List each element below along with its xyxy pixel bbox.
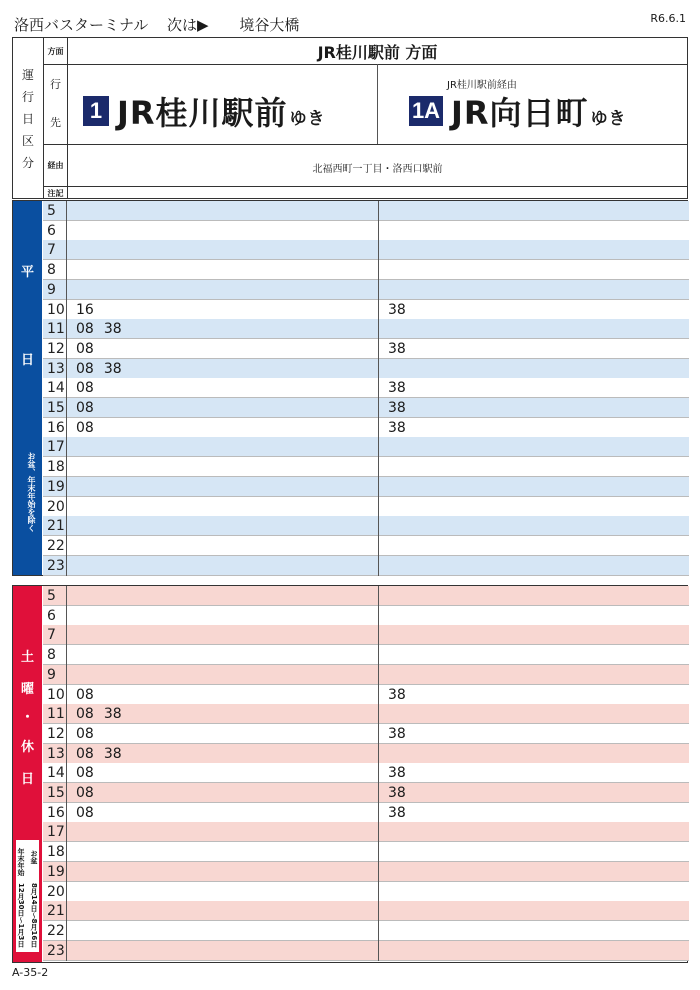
hour-label: 7 [43, 625, 67, 645]
hour-label: 18 [43, 457, 67, 477]
departures-route-1a [378, 862, 689, 882]
hour-label: 9 [43, 280, 67, 300]
departure-minute: 38 [103, 360, 122, 377]
departures-route-1a [378, 882, 689, 902]
holiday-label-1: 土 [20, 650, 34, 665]
hour-row [43, 497, 689, 517]
departures-route-1a [378, 437, 689, 457]
departures-route-1a [378, 606, 689, 626]
hour-row [43, 704, 689, 724]
departures-route-1 [68, 803, 378, 823]
departures-route-1a [378, 941, 689, 961]
hour-row [43, 359, 689, 379]
departures-route-1 [68, 882, 378, 902]
divider [377, 64, 378, 144]
departure-minute: 08 [76, 340, 94, 357]
departure-minute: 08 [76, 725, 94, 742]
departures-route-1 [68, 744, 378, 764]
next-label: 次は▶ [167, 16, 209, 34]
hour-label: 11 [43, 319, 67, 339]
departure-minute: 08 [76, 765, 94, 782]
departure-minute: 38 [388, 419, 406, 436]
departures-route-1 [68, 556, 378, 576]
holiday-label-5: 日 [20, 772, 34, 787]
hour-row [43, 477, 689, 497]
hour-row [43, 665, 689, 685]
hour-label: 20 [43, 497, 67, 517]
departure-minute: 08 [76, 360, 94, 377]
hour-row [43, 221, 689, 241]
hour-row [43, 418, 689, 438]
departures-route-1 [68, 516, 378, 536]
departures-route-1 [68, 763, 378, 783]
hour-row [43, 319, 689, 339]
weekday-label-2: 日 [20, 353, 34, 368]
hour-row [43, 536, 689, 556]
document-code: A-35-2 [12, 966, 49, 979]
holiday-label-2: 曜 [20, 682, 34, 697]
hour-label: 23 [43, 556, 67, 576]
hour-row [43, 822, 689, 842]
stop-header [14, 14, 299, 35]
weekday-note: お盆、年末年始を除く [27, 452, 36, 532]
departure-minute: 08 [76, 321, 94, 338]
weekday-label-1: 平 [20, 265, 34, 280]
destination-2-note: JR桂川駅前経由 [447, 80, 517, 91]
holiday-label-3: ・ [20, 710, 34, 725]
hour-row [43, 339, 689, 359]
departures-route-1a [378, 477, 689, 497]
divider [43, 186, 687, 187]
hour-label: 7 [43, 240, 67, 260]
hour-row [43, 941, 689, 961]
departures-route-1 [68, 280, 378, 300]
departures-route-1a [378, 260, 689, 280]
hour-row [43, 586, 689, 606]
revision-date: R6.6.1 [650, 12, 686, 25]
departures-route-1 [68, 497, 378, 517]
departures-route-1 [68, 201, 378, 221]
via-stops: 北福西町一丁目・洛西口駅前 [312, 164, 443, 175]
departures-route-1a [378, 685, 689, 705]
holiday-timetable [12, 585, 688, 963]
departures-route-1 [68, 645, 378, 665]
hour-label: 21 [43, 901, 67, 921]
operation-day-label: 運 行 日 区 分 [21, 68, 34, 170]
hour-row [43, 685, 689, 705]
holiday-note-2: 年末年始 [17, 848, 25, 876]
departure-minute: 08 [76, 785, 94, 801]
departures-route-1a [378, 586, 689, 606]
departure-minute: 08 [76, 419, 94, 436]
departures-route-1 [68, 901, 378, 921]
hour-label: 10 [43, 685, 67, 705]
hour-label: 9 [43, 665, 67, 685]
departure-minute: 38 [103, 706, 122, 723]
departures-route-1 [68, 586, 378, 606]
hour-row [43, 260, 689, 280]
departure-minute: 38 [388, 686, 406, 703]
hour-row [43, 862, 689, 882]
destination-2 [409, 88, 627, 134]
stop-name: 洛西バスターミナル [14, 16, 149, 34]
hour-label: 6 [43, 221, 67, 241]
departures-route-1 [68, 300, 378, 320]
departures-route-1a [378, 921, 689, 941]
departure-minute: 38 [388, 380, 406, 397]
hour-label: 17 [43, 437, 67, 457]
destination-label-1: 行 [50, 78, 61, 91]
direction-title: JR桂川駅前 方面 [317, 43, 438, 62]
departures-route-1 [68, 398, 378, 418]
departures-route-1 [68, 724, 378, 744]
route-badge-1a: 1A [409, 96, 443, 126]
weekday-side-label [13, 201, 42, 575]
hour-row [43, 457, 689, 477]
departures-route-1a [378, 665, 689, 685]
departures-route-1 [68, 665, 378, 685]
departures-route-1a [378, 418, 689, 438]
departures-route-1 [68, 921, 378, 941]
divider [43, 64, 687, 65]
hour-row [43, 300, 689, 320]
hour-row [43, 625, 689, 645]
hour-row [43, 842, 689, 862]
departures-route-1a [378, 378, 689, 398]
hour-row [43, 437, 689, 457]
hour-row [43, 901, 689, 921]
hour-row [43, 783, 689, 803]
holiday-note-4: 12月30日〜1月3日 [17, 882, 25, 948]
departures-route-1 [68, 941, 378, 961]
departure-minute: 38 [388, 301, 406, 318]
hour-label: 14 [43, 378, 67, 398]
departures-route-1 [68, 437, 378, 457]
hour-row [43, 645, 689, 665]
departures-route-1a [378, 842, 689, 862]
departures-route-1a [378, 280, 689, 300]
departures-route-1 [68, 319, 378, 339]
departures-route-1a [378, 536, 689, 556]
departures-route-1a [378, 704, 689, 724]
departures-route-1 [68, 339, 378, 359]
departures-route-1 [68, 477, 378, 497]
hour-row [43, 724, 689, 744]
departures-route-1a [378, 359, 689, 379]
divider [43, 144, 687, 145]
departures-route-1 [68, 260, 378, 280]
hour-label: 14 [43, 763, 67, 783]
hour-row [43, 556, 689, 576]
departure-minute: 08 [76, 706, 94, 723]
destination-name: JR桂川駅前 ゆき [117, 94, 326, 132]
departure-minute: 08 [76, 400, 94, 416]
hour-row [43, 763, 689, 783]
weekday-timetable [12, 200, 688, 576]
departures-route-1 [68, 536, 378, 556]
departure-minute: 08 [76, 686, 94, 703]
hour-row [43, 378, 689, 398]
hour-row [43, 398, 689, 418]
hour-row [43, 744, 689, 764]
hour-label: 17 [43, 822, 67, 842]
departure-minute: 08 [76, 380, 94, 397]
departures-route-1a [378, 724, 689, 744]
hour-label: 21 [43, 516, 67, 536]
via-label: 経由 [47, 161, 64, 170]
hour-row [43, 803, 689, 823]
hour-label: 6 [43, 606, 67, 626]
holiday-note-3: 8月14日〜8月16日 [30, 882, 38, 948]
departures-route-1 [68, 457, 378, 477]
holiday-note-box [16, 840, 39, 952]
hour-label: 22 [43, 536, 67, 556]
departures-route-1 [68, 822, 378, 842]
hour-label: 11 [43, 704, 67, 724]
departure-minute: 38 [388, 785, 406, 801]
departure-minute: 08 [76, 745, 94, 762]
destination-name: JR向日町 ゆき [451, 94, 627, 132]
departure-minute: 16 [76, 301, 94, 318]
departures-route-1 [68, 783, 378, 803]
departure-minute: 38 [388, 400, 406, 416]
hour-label: 15 [43, 783, 67, 803]
departures-route-1a [378, 398, 689, 418]
departures-route-1 [68, 221, 378, 241]
departures-route-1a [378, 339, 689, 359]
destination-1 [83, 88, 326, 134]
departure-minute: 38 [103, 745, 122, 762]
hour-label: 12 [43, 339, 67, 359]
departures-route-1a [378, 319, 689, 339]
hour-label: 5 [43, 586, 67, 606]
hour-row [43, 516, 689, 536]
departures-route-1a [378, 803, 689, 823]
hour-row [43, 201, 689, 221]
departure-minute: 38 [103, 321, 122, 338]
hour-row [43, 606, 689, 626]
hour-row [43, 921, 689, 941]
hour-label: 20 [43, 882, 67, 902]
departures-route-1a [378, 763, 689, 783]
departures-route-1 [68, 685, 378, 705]
departures-route-1 [68, 704, 378, 724]
route-badge-1: 1 [83, 96, 109, 126]
departures-route-1a [378, 516, 689, 536]
departure-minute: 38 [388, 340, 406, 357]
departures-route-1a [378, 744, 689, 764]
departures-route-1 [68, 625, 378, 645]
departures-route-1a [378, 300, 689, 320]
hour-row [43, 280, 689, 300]
destination-label-2: 先 [50, 116, 61, 129]
departures-route-1 [68, 359, 378, 379]
next-stop-name: 境谷大橋 [239, 16, 300, 34]
holiday-side-label [13, 586, 42, 962]
destination-board [12, 37, 688, 199]
departures-route-1a [378, 645, 689, 665]
hour-label: 13 [43, 744, 67, 764]
hour-label: 19 [43, 477, 67, 497]
hour-label: 16 [43, 803, 67, 823]
departures-route-1a [378, 221, 689, 241]
hour-row [43, 240, 689, 260]
departures-route-1a [378, 556, 689, 576]
note-label: 注記 [47, 189, 64, 198]
departures-route-1 [68, 418, 378, 438]
departures-route-1a [378, 625, 689, 645]
hour-label: 23 [43, 941, 67, 961]
holiday-label-4: 休 [20, 740, 34, 755]
hour-label: 12 [43, 724, 67, 744]
direction-label: 方面 [47, 47, 64, 56]
departures-route-1a [378, 240, 689, 260]
departures-route-1a [378, 201, 689, 221]
departures-route-1a [378, 901, 689, 921]
hour-label: 19 [43, 862, 67, 882]
hour-label: 13 [43, 359, 67, 379]
hour-label: 5 [43, 201, 67, 221]
departure-minute: 38 [388, 765, 406, 782]
hour-label: 15 [43, 398, 67, 418]
hour-label: 18 [43, 842, 67, 862]
hour-label: 22 [43, 921, 67, 941]
hour-label: 8 [43, 260, 67, 280]
departure-minute: 08 [76, 804, 94, 821]
departures-route-1 [68, 862, 378, 882]
departures-route-1 [68, 378, 378, 398]
departures-route-1a [378, 497, 689, 517]
departure-minute: 38 [388, 804, 406, 821]
departures-route-1 [68, 606, 378, 626]
departures-route-1a [378, 822, 689, 842]
departures-route-1a [378, 457, 689, 477]
departures-route-1a [378, 783, 689, 803]
hour-label: 8 [43, 645, 67, 665]
departure-minute: 38 [388, 725, 406, 742]
hour-label: 10 [43, 300, 67, 320]
departures-route-1 [68, 842, 378, 862]
holiday-note-1: お盆 [30, 850, 38, 864]
departures-route-1 [68, 240, 378, 260]
hour-label: 16 [43, 418, 67, 438]
hour-row [43, 882, 689, 902]
